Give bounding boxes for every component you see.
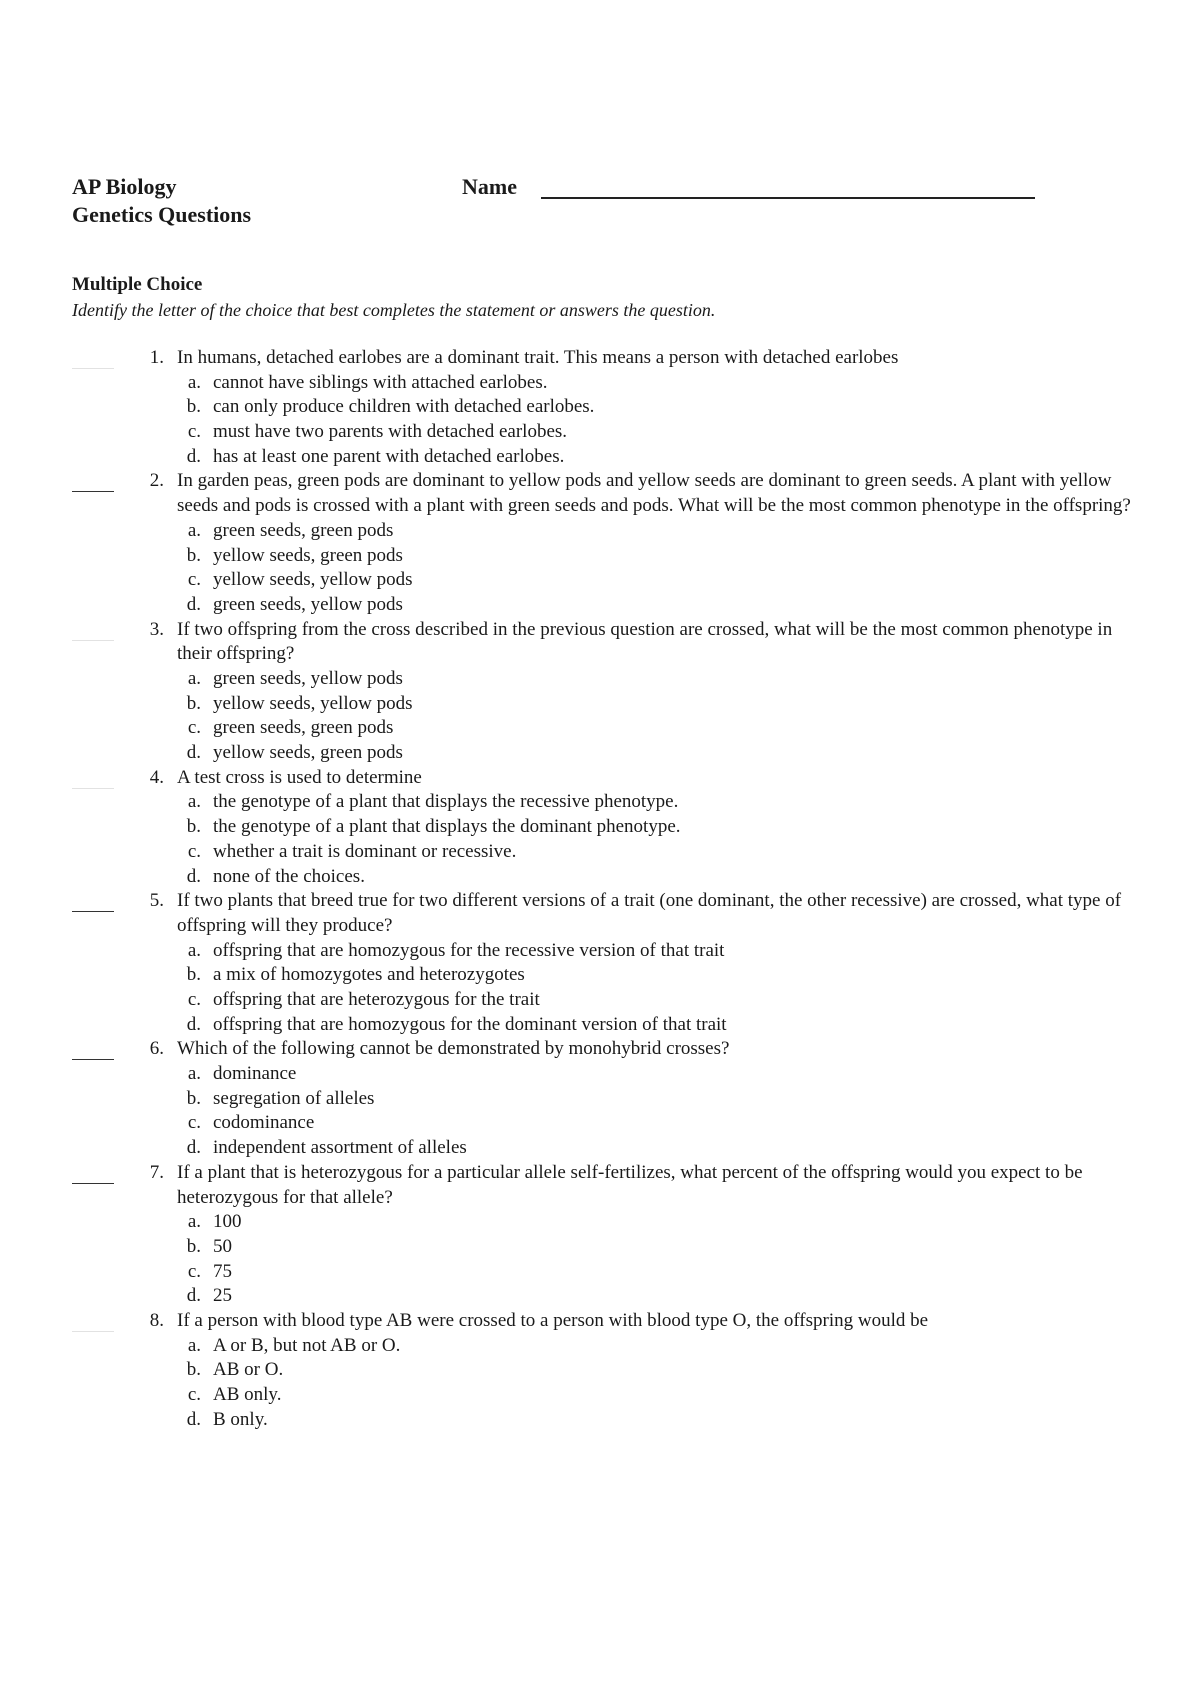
choice-text: yellow seeds, yellow pods <box>213 569 413 591</box>
answer-blank[interactable] <box>72 1059 114 1060</box>
choice-a <box>0 1210 1200 1235</box>
question-7 <box>0 1161 1200 1309</box>
choice-text: can only produce children with detached earlobes. <box>213 396 595 418</box>
question-text: If a person with blood type AB were crossed to a person with blood type O, the offspring would be <box>177 1309 929 1331</box>
question-8 <box>0 1309 1200 1432</box>
section-instructions: Identify the letter of the choice that best completes the statement or answers the question. <box>72 300 716 320</box>
name-answer-line[interactable] <box>541 197 1035 199</box>
choice-text: independent assortment of alleles <box>213 1137 467 1159</box>
choice-d <box>0 741 1200 766</box>
choice-c <box>0 568 1200 593</box>
choice-letter: d. <box>186 742 201 764</box>
choice-text: green seeds, yellow pods <box>213 593 403 615</box>
question-text: In humans, detached earlobes are a dominant trait. This means a person with detached earlobes <box>177 347 899 368</box>
choice-text: offspring that are heterozygous for the trait <box>213 989 540 1010</box>
choice-letter: b. <box>186 1359 201 1381</box>
choice-a <box>0 371 1200 396</box>
choice-text: the genotype of a plant that displays the recessive phenotype. <box>213 791 679 813</box>
choice-letter: c. <box>187 569 201 591</box>
choice-a <box>0 519 1200 544</box>
choice-list <box>0 1210 1200 1309</box>
choice-b <box>0 395 1200 420</box>
choice-letter: d. <box>186 445 201 467</box>
choice-text: AB only. <box>213 1384 282 1406</box>
question-list <box>0 346 1200 1432</box>
choice-list <box>0 371 1200 470</box>
question-1 <box>0 346 1200 469</box>
choice-c <box>0 1383 1200 1408</box>
choice-d <box>0 593 1200 618</box>
choice-text: cannot have siblings with attached earlobes. <box>213 371 548 393</box>
choice-b <box>0 544 1200 569</box>
choice-c <box>0 1111 1200 1136</box>
choice-text: has at least one parent with detached earlobes. <box>213 445 565 467</box>
choice-letter: b. <box>186 1087 201 1109</box>
choice-b <box>0 1087 1200 1112</box>
choice-letter: c. <box>187 717 201 739</box>
answer-blank[interactable] <box>72 788 114 789</box>
choice-list <box>0 519 1200 618</box>
choice-text: green seeds, green pods <box>213 519 394 541</box>
answer-blank[interactable] <box>72 1183 114 1184</box>
question-5 <box>0 889 1200 1037</box>
choice-letter: a. <box>187 1063 201 1085</box>
choice-letter: c. <box>187 989 201 1010</box>
choice-text: AB or O. <box>213 1359 284 1381</box>
choice-list <box>0 790 1200 889</box>
choice-text: whether a trait is dominant or recessive. <box>213 840 517 862</box>
choice-c <box>0 1260 1200 1285</box>
choice-a <box>0 939 1200 964</box>
choice-text: offspring that are homozygous for the recessive version of that trait <box>213 939 725 961</box>
question-number: 8. <box>149 1309 164 1331</box>
choice-letter: d. <box>186 593 201 615</box>
choice-d <box>0 1284 1200 1309</box>
choice-letter: b. <box>186 964 201 986</box>
choice-text: segregation of alleles <box>213 1087 375 1109</box>
question-text: If two plants that breed true for two different versions of a trait (one dominant, the other recessive) are crossed, what type of offspring will they produce? <box>177 890 1122 936</box>
choice-b <box>0 963 1200 988</box>
choice-letter: d. <box>186 1137 201 1159</box>
choice-text: 100 <box>213 1211 242 1233</box>
choice-letter: b. <box>186 816 201 838</box>
question-text: In garden peas, green pods are dominant to yellow pods and yellow seeds are dominant to green seeds. A plant with yellow seeds and pods is crossed with a plant with green seeds and pods. What will be the most common phenotype in the offspring? <box>177 470 1131 517</box>
question-6 <box>0 1037 1200 1160</box>
choice-b <box>0 692 1200 717</box>
choice-b <box>0 1358 1200 1383</box>
choice-a <box>0 790 1200 815</box>
question-number: 6. <box>149 1038 164 1060</box>
choice-text: 75 <box>213 1260 232 1282</box>
question-number: 7. <box>149 1161 164 1183</box>
question-number: 2. <box>149 470 164 492</box>
choice-letter: a. <box>187 371 201 393</box>
choice-letter: b. <box>186 396 201 418</box>
question-3 <box>0 618 1200 766</box>
choice-d <box>0 1013 1200 1038</box>
choice-list <box>0 1334 1200 1433</box>
choice-letter: b. <box>186 1235 201 1257</box>
choice-letter: a. <box>187 939 201 961</box>
course-title: AP Biology <box>72 174 177 199</box>
worksheet-subtitle: Genetics Questions <box>72 202 252 227</box>
answer-blank[interactable] <box>72 491 114 492</box>
choice-text: codominance <box>213 1112 315 1134</box>
choice-text: the genotype of a plant that displays the dominant phenotype. <box>213 816 681 838</box>
choice-letter: d. <box>186 1408 201 1430</box>
question-number: 3. <box>149 618 164 640</box>
answer-blank[interactable] <box>72 640 114 641</box>
choice-letter: a. <box>187 519 201 541</box>
question-number: 4. <box>149 766 164 788</box>
question-text: Which of the following cannot be demonstrated by monohybrid crosses? <box>177 1038 730 1060</box>
choice-letter: b. <box>186 544 201 566</box>
choice-text: must have two parents with detached earlobes. <box>213 421 568 443</box>
choice-letter: c. <box>187 1384 201 1406</box>
choice-letter: c. <box>187 840 201 862</box>
question-2 <box>0 469 1200 617</box>
choice-text: 50 <box>213 1235 232 1257</box>
section-title: Multiple Choice <box>72 274 203 295</box>
question-number: 5. <box>149 890 164 912</box>
choice-c <box>0 988 1200 1013</box>
choice-letter: c. <box>187 1112 201 1134</box>
choice-text: yellow seeds, green pods <box>213 742 403 764</box>
header-course-block <box>72 173 251 229</box>
question-number: 1. <box>149 347 164 368</box>
answer-blank[interactable] <box>72 911 114 912</box>
answer-blank[interactable] <box>72 368 114 369</box>
choice-c <box>0 716 1200 741</box>
choice-a <box>0 667 1200 692</box>
choice-text: yellow seeds, green pods <box>213 544 403 566</box>
question-4 <box>0 766 1200 889</box>
choice-letter: d. <box>186 1013 201 1035</box>
choice-text: A or B, but not AB or O. <box>213 1334 401 1356</box>
name-label: Name <box>462 174 517 199</box>
choice-letter: a. <box>187 668 201 690</box>
choice-c <box>0 420 1200 445</box>
question-text: If a plant that is heterozygous for a particular allele self-fertilizes, what percent of the offspring would you expect to be heterozygous for that allele? <box>177 1161 1083 1208</box>
choice-letter: d. <box>186 1285 201 1307</box>
choice-text: B only. <box>213 1408 268 1430</box>
choice-list <box>0 1062 1200 1161</box>
choice-letter: d. <box>186 865 201 887</box>
choice-a <box>0 1062 1200 1087</box>
choice-b <box>0 815 1200 840</box>
choice-text: offspring that are homozygous for the dominant version of that trait <box>213 1013 727 1035</box>
choice-d <box>0 445 1200 470</box>
choice-letter: b. <box>186 692 201 714</box>
choice-text: 25 <box>213 1285 232 1307</box>
choice-text: none of the choices. <box>213 865 365 887</box>
choice-letter: c. <box>187 421 201 443</box>
choice-list <box>0 667 1200 766</box>
choice-d <box>0 865 1200 890</box>
choice-letter: a. <box>187 1334 201 1356</box>
choice-text: dominance <box>213 1063 297 1085</box>
choice-text: a mix of homozygotes and heterozygotes <box>213 964 525 986</box>
choice-a <box>0 1334 1200 1359</box>
choice-text: green seeds, yellow pods <box>213 668 403 690</box>
choice-list <box>0 939 1200 1038</box>
choice-letter: a. <box>187 791 201 813</box>
question-text: If two offspring from the cross described in the previous question are crossed, what will be the most common phenotype in their offspring? <box>177 618 1113 665</box>
choice-letter: a. <box>187 1211 201 1233</box>
question-text: A test cross is used to determine <box>177 766 422 788</box>
choice-text: yellow seeds, yellow pods <box>213 692 413 714</box>
choice-d <box>0 1408 1200 1433</box>
choice-text: green seeds, green pods <box>213 717 394 739</box>
choice-letter: c. <box>187 1260 201 1282</box>
choice-b <box>0 1235 1200 1260</box>
choice-d <box>0 1136 1200 1161</box>
answer-blank[interactable] <box>72 1331 114 1332</box>
choice-c <box>0 840 1200 865</box>
